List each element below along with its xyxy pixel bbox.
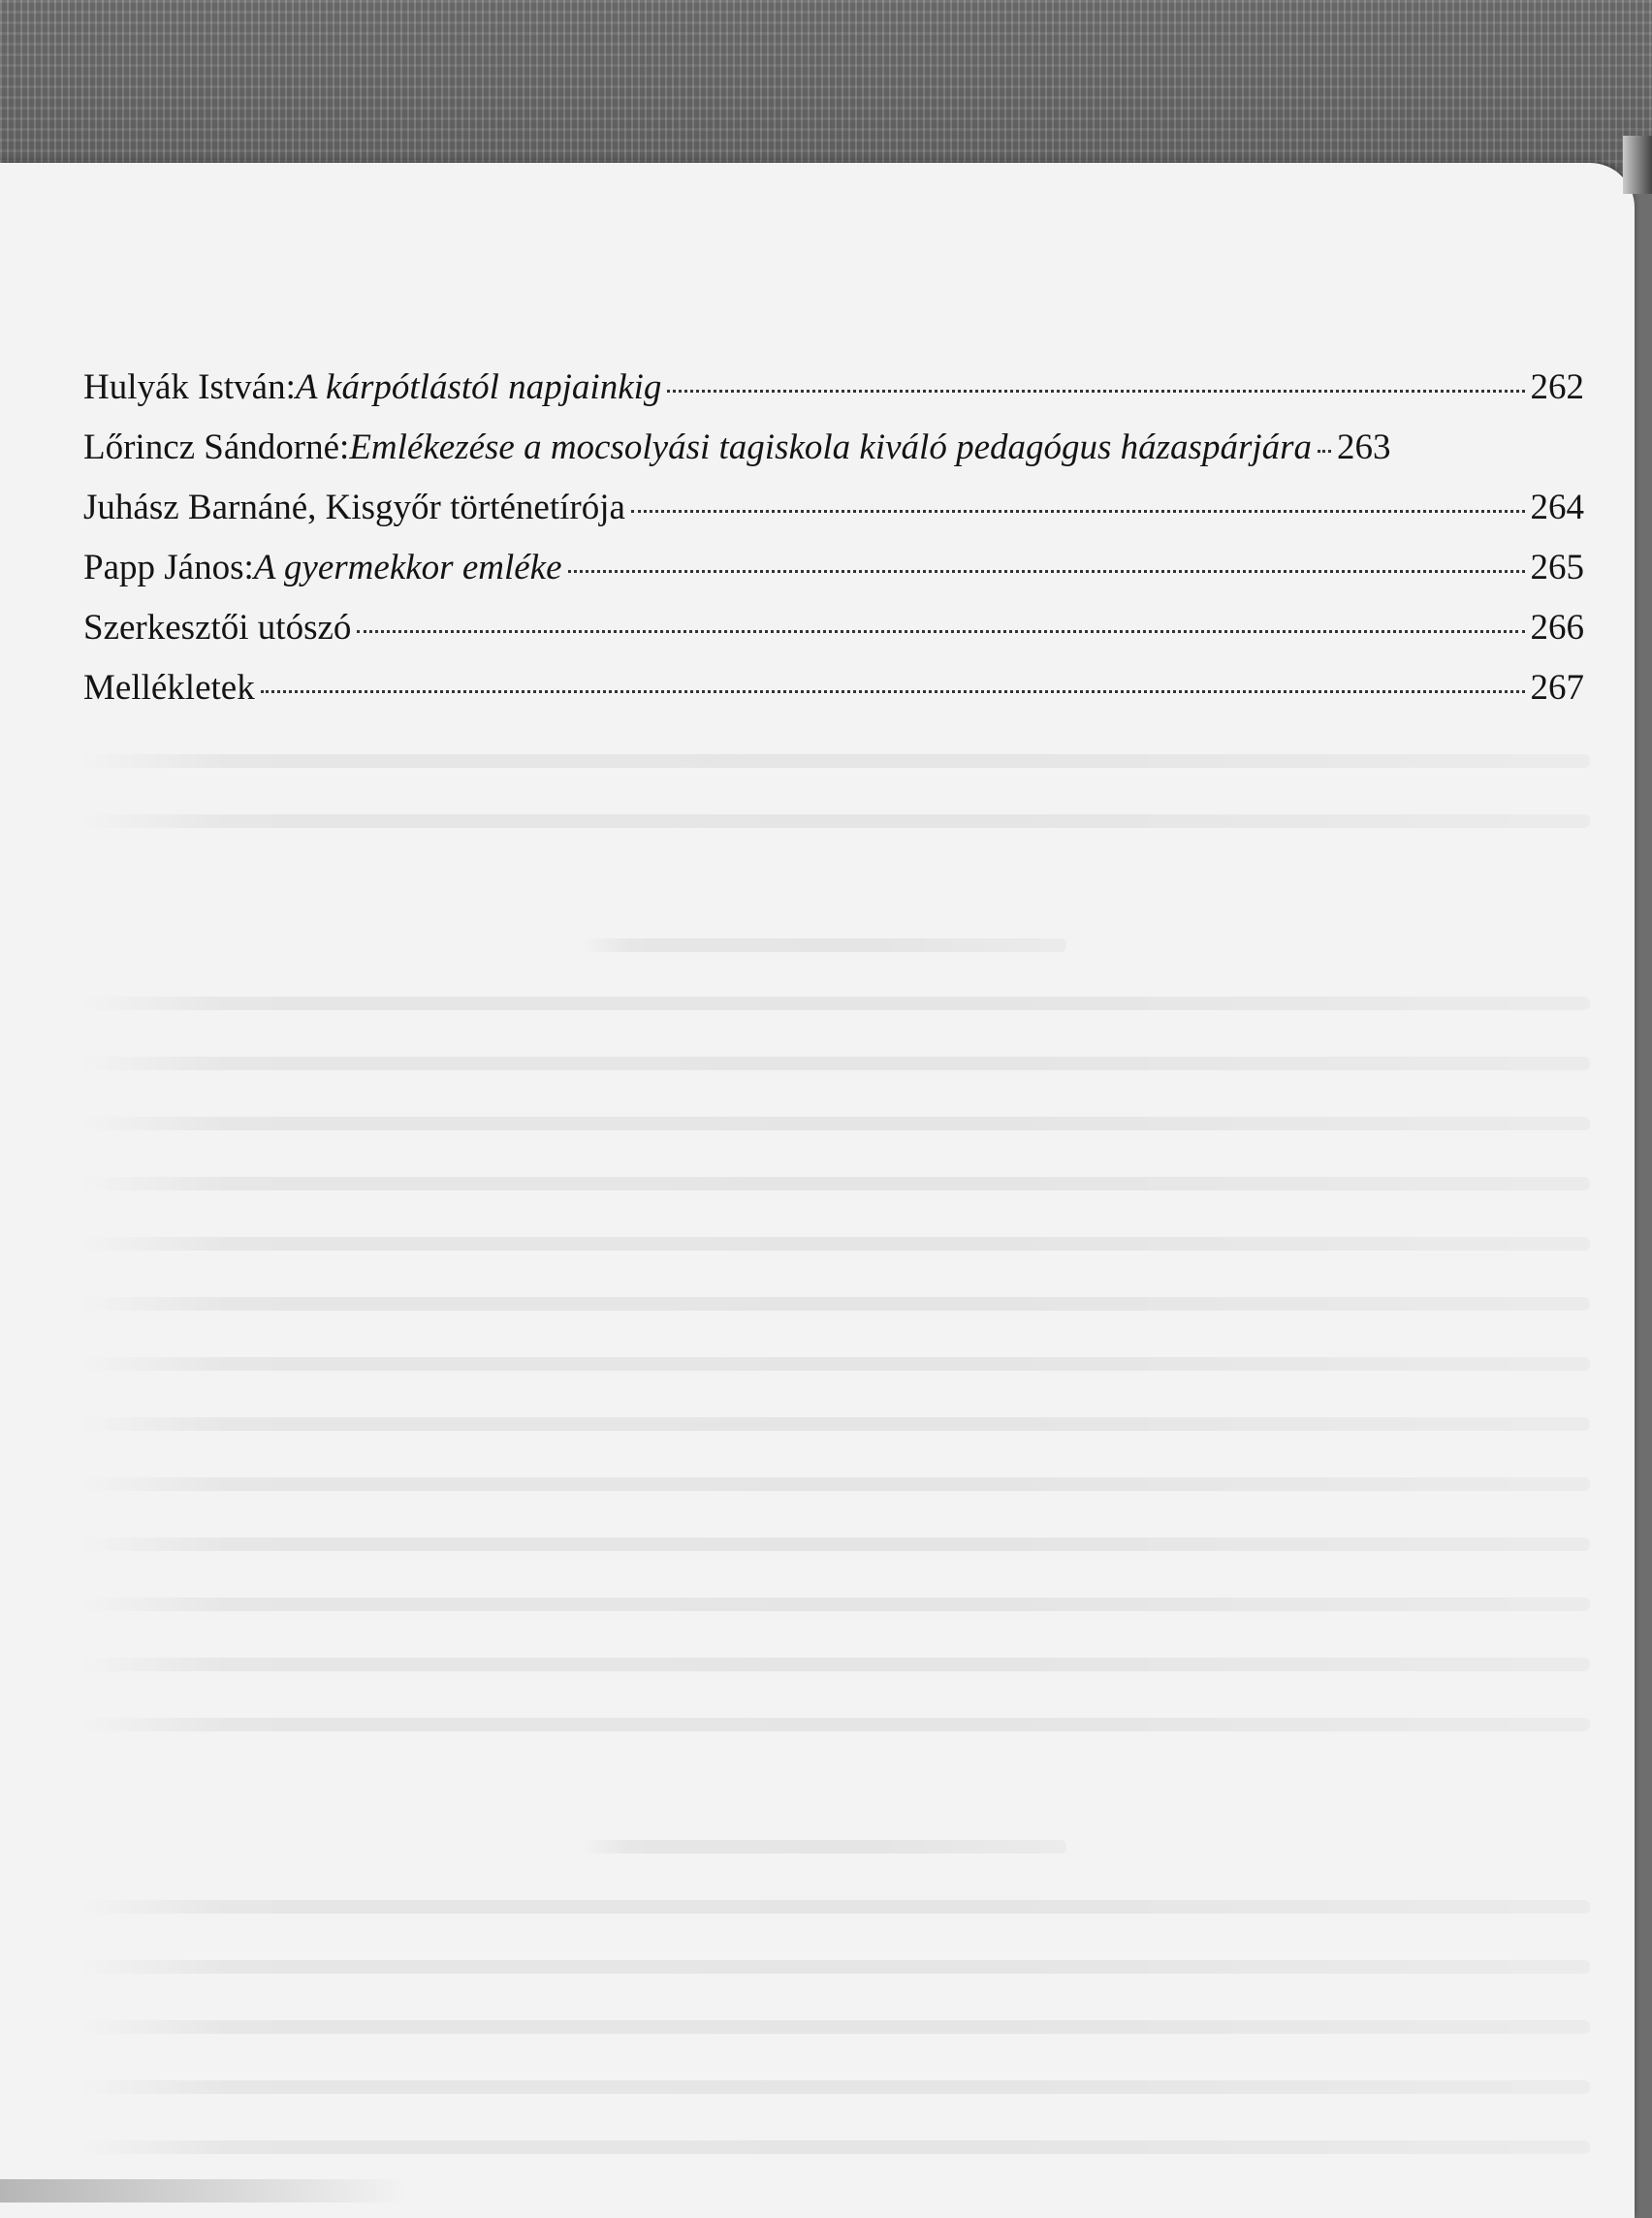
entry-author: Mellékletek: [83, 668, 255, 708]
show-through-line: [78, 1117, 1590, 1130]
dot-leader: [568, 570, 1525, 573]
entry-page-number: 263: [1337, 428, 1391, 467]
show-through-line: [78, 997, 1590, 1010]
show-through-line: [78, 1598, 1590, 1611]
show-through-line: [78, 1658, 1590, 1671]
entry-author: Juhász Barnáné, Kisgyőr történetírója: [83, 488, 625, 527]
toc-entry: [83, 607, 1584, 667]
show-through-line: [78, 1960, 1590, 1974]
entry-title: A kárpótlástól napjainkig: [295, 367, 662, 407]
page-edge-shadow: [1623, 136, 1652, 194]
show-through-line: [78, 1537, 1590, 1551]
table-of-contents: [83, 366, 1584, 727]
entry-page-number: 262: [1530, 367, 1584, 407]
entry-page-number: 265: [1530, 548, 1584, 587]
show-through-line: [78, 2080, 1590, 2094]
toc-entry: [83, 366, 1584, 427]
entry-author: Lőrincz Sándorné:: [83, 428, 350, 467]
show-through-line: [78, 1237, 1590, 1251]
toc-entry: [83, 547, 1584, 607]
dot-leader: [631, 510, 1525, 513]
background-surface: [0, 0, 1652, 184]
book-page: [0, 163, 1635, 2218]
entry-page-number: 267: [1530, 668, 1584, 708]
dot-leader: [261, 690, 1525, 693]
entry-title: A gyermekkor emléke: [253, 548, 562, 587]
show-through-line: [78, 1297, 1590, 1311]
watermark-band: [0, 2179, 407, 2202]
show-through-line: [78, 1057, 1590, 1070]
show-through-line: [78, 1417, 1590, 1431]
dot-leader: [667, 390, 1524, 393]
entry-author: Papp János:: [83, 548, 254, 587]
toc-entry: [83, 427, 1584, 487]
show-through-line: [582, 1840, 1066, 1854]
show-through-line: [78, 2140, 1590, 2154]
show-through-line: [78, 2020, 1590, 2034]
entry-author: Szerkesztői utószó: [83, 608, 352, 648]
entry-page-number: 266: [1530, 608, 1584, 648]
entry-title: Emlékezése a mocsolyási tagiskola kiváló pedagógus házaspárjára: [349, 428, 1313, 467]
show-through-line: [78, 1357, 1590, 1371]
show-through-line: [78, 754, 1590, 768]
show-through-line: [78, 1718, 1590, 1731]
entry-author: Hulyák István:: [83, 367, 296, 407]
toc-entry: [83, 487, 1584, 547]
show-through-line: [78, 1900, 1590, 1914]
show-through-line: [78, 1477, 1590, 1491]
dot-leader: [1318, 450, 1331, 453]
show-through-line: [78, 1177, 1590, 1190]
dot-leader: [357, 630, 1524, 633]
show-through-line: [78, 814, 1590, 828]
toc-entry: [83, 667, 1584, 727]
show-through-line: [582, 938, 1066, 952]
entry-page-number: 264: [1530, 488, 1584, 527]
